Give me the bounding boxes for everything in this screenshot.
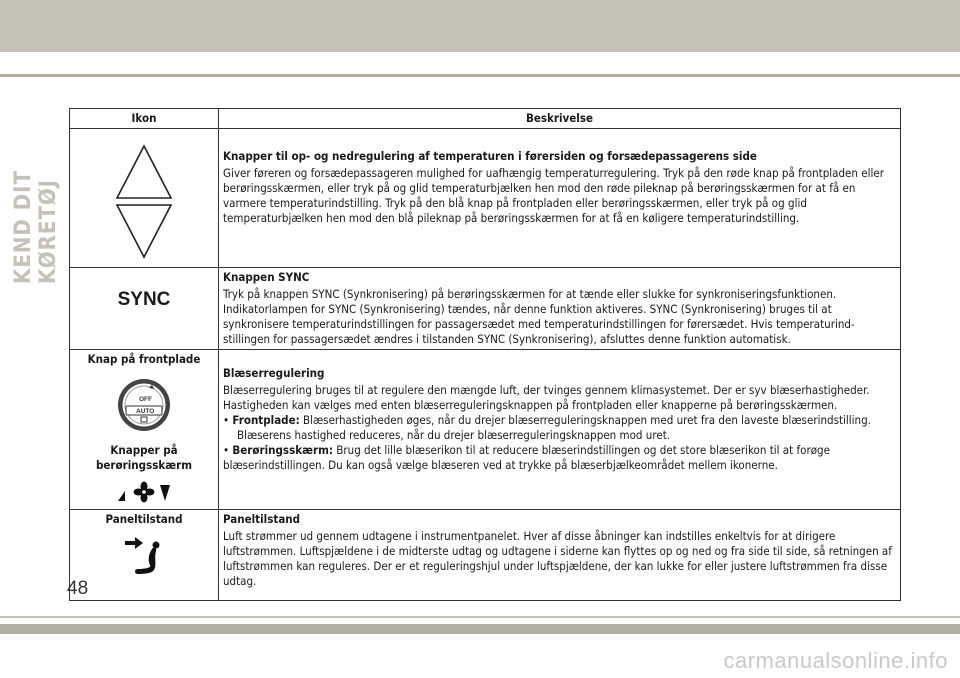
sync-icon: SYNC: [117, 289, 171, 310]
icon-cell-temperature: [70, 129, 219, 268]
bullet-touchscreen-text: Brug det lille blæserikon til at reducere blæserindstillingen og det store blæserikon til at forøge blæserindstillingen. Du kan også vælge blæseren ved at trykke på blæserbjælkeområdet mellem ikonerne.: [223, 443, 830, 472]
column-header-description: Beskrivelse: [219, 109, 901, 129]
panel-mode-text: Luft strømmer ud gennem udtagene i instrumentpanelet. Hver af disse åbninger kan indstilles enkeltvis for at dirigere luftstrømmen. Luftspjældene i de midterste udtag og udtagene i siderne kan flyttes op og ned og fra side til side, så retningen af luftstrømmen kan reguleres. Der er et reguleringshjul under luftspjældene, der kan lukke for eller justere luftstrømmen fra disse udtag.: [223, 529, 892, 588]
bullet-frontpanel-label: Frontplade:: [232, 413, 300, 427]
temperature-text: Giver føreren og forsædepassageren mulighed for uafhængig temperaturregulering. Tryk på den røde knap på frontpladen eller berøringsskærmen, eller tryk på og glid temperaturbjælken hen mod den røde pileknap på berøringsskærmen for at få en varmere temperaturindstilling. Tryk på den blå knap på frontpladen eller berøringsskærmen, eller tryk på og glid temperaturbjælken hen mod den blå pileknap på berøringsskærmen for at få en køligere temperaturindstilling.: [223, 166, 884, 225]
table-row: [70, 268, 901, 350]
bullet-frontpanel-text: Blæserhastigheden øges, når du drejer blæserreguleringsknappen med uret fra den laveste blæserindstilling.: [303, 413, 871, 427]
section-side-title: KEND DIT KØRETØJ: [11, 169, 61, 284]
header-band: [0, 0, 960, 52]
footer-band: [0, 624, 960, 634]
bullet-frontpanel-text2: Blæserens hastighed reduceres, når du drejer blæserreguleringsknappen mod uret.: [237, 428, 671, 442]
footer-rule: [0, 616, 960, 618]
bullet-touchscreen: • Berøringsskærm: Brug det lille blæserikon til at reducere blæserindstillingen og det store blæserikon til at forøge blæserindstillingen. Du kan også vælge blæseren ved at trykke på blæserbjælkeområdet mellem ikonerne.: [223, 443, 830, 472]
sync-text: Tryk på knappen SYNC (Synkronisering) på berøringsskærmen for at tænde eller slukke for synkroniseringsfunktionen. Indikatorlampen for SYNC (Synkronisering) tændes, når denne funktion aktiveres. SYNC (Synkronisering) bruges til at synkronisere temperaturindstillingen for passagersædet med temperaturindstillingen for førersædet. Hvis temperaturindstillingen for passagersædet ændres i tilstanden SYNC (Synkronisering), afsluttes denne funktion automatisk.: [223, 287, 855, 346]
table-row: [70, 510, 901, 601]
table-header-row: [70, 109, 901, 129]
bullet-frontpanel: • Frontplade: Blæserhastigheden øges, når du drejer blæserreguleringsknappen med uret fra den laveste blæserindstilling.: [223, 413, 871, 427]
bullet-touchscreen-label: Berøringsskærm:: [232, 443, 333, 457]
watermark: carmanualsonline.info: [723, 648, 948, 673]
panel-mode-heading: Paneltilstand: [223, 512, 301, 526]
knob-auto-label: AUTO: [136, 408, 155, 415]
touchscreen-caption: Knapper på berøringsskærm: [96, 443, 192, 472]
table-row: [70, 129, 901, 268]
fan-speed-icons: [116, 481, 172, 503]
icon-cell-blower: [70, 350, 219, 510]
temperature-heading: Knapper til op- og nedregulering af temperaturen i førersiden og forsædepassagerens side: [223, 149, 757, 163]
header-rule: [0, 74, 960, 77]
blower-text: Blæserregulering bruges til at regulere den mængde luft, der tvinges gennem klimasystemet. Der er syv blæserhastigheder. Hastigheden kan vælges med enten blæserreguleringsknappen på frontpladen eller knapperne på berøringsskærmen.: [223, 383, 870, 412]
knob-off-label: OFF: [139, 396, 152, 403]
table-row: [70, 350, 901, 510]
column-header-icon: Ikon: [70, 109, 219, 129]
panel-mode-caption: Paneltilstand: [105, 512, 183, 526]
blower-heading: Blæserregulering: [223, 366, 325, 380]
blower-knob-icon: [116, 377, 172, 433]
frontpanel-caption: Knap på frontplade: [87, 352, 201, 366]
desc-cell-sync: [219, 268, 901, 350]
desc-cell-temperature: [219, 129, 901, 268]
panel-mode-icon: [119, 533, 169, 579]
sync-heading: Knappen SYNC: [223, 270, 310, 284]
temperature-up-down-arrows-icon: [114, 143, 174, 261]
icon-cell-sync: [70, 268, 219, 350]
icon-cell-panel-mode: [70, 510, 219, 601]
page-number: 48: [67, 578, 89, 599]
desc-cell-panel-mode: [219, 510, 901, 601]
desc-cell-blower: [219, 350, 901, 510]
icon-description-table: [69, 108, 901, 601]
